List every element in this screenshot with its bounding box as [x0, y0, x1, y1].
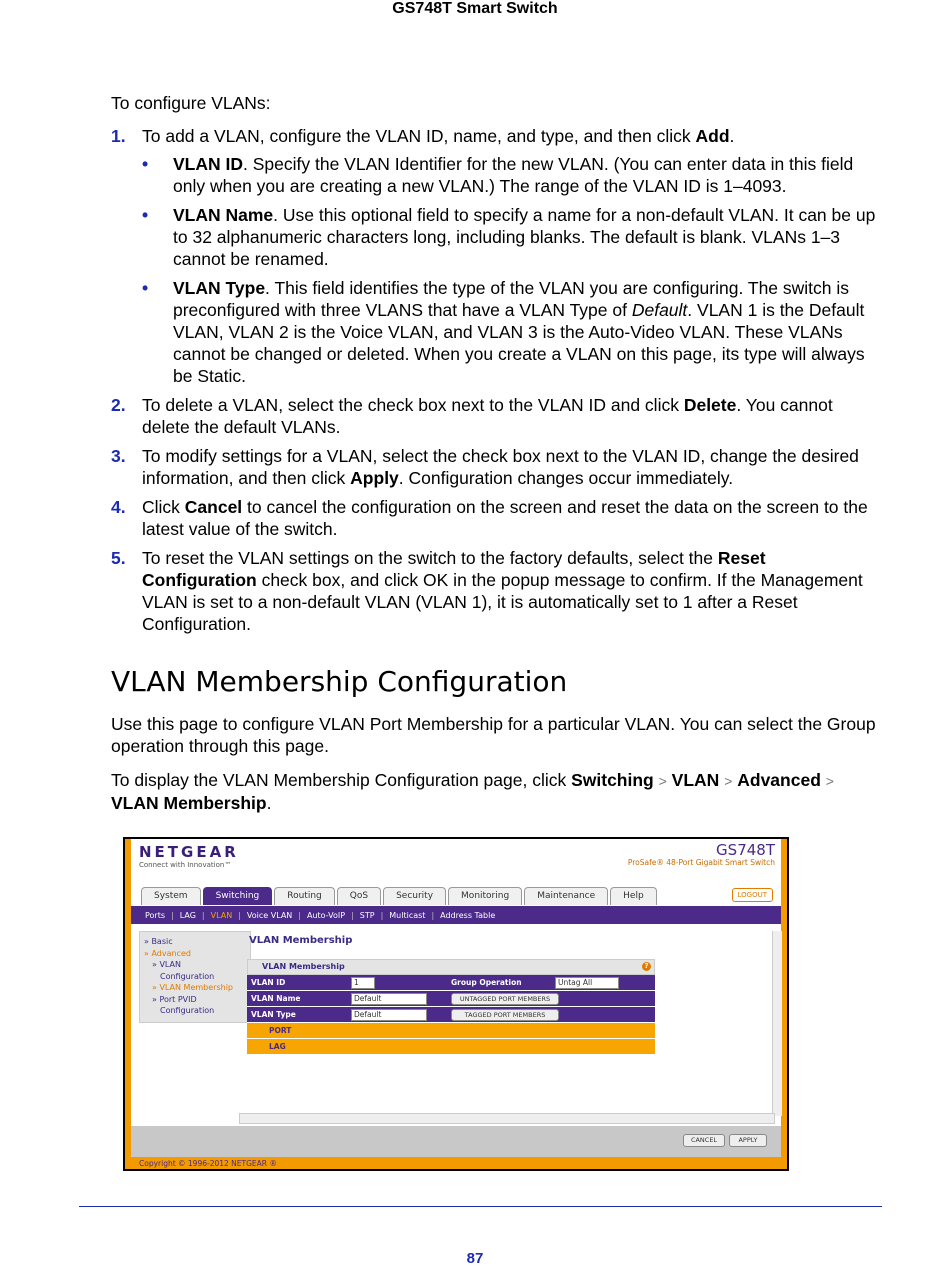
- netgear-logo: NETGEAR: [139, 843, 239, 861]
- step-text: check box, and click OK in the popup message to confirm. If the Management VLAN is set to a non-default VLAN (VLAN 1), it is automatically set to 1 after a Reset Configuration.: [142, 570, 863, 634]
- untagged-port-members-button[interactable]: UNTAGGED PORT MEMBERS: [451, 993, 559, 1005]
- model-name: GS748T: [716, 841, 775, 859]
- step-text: Click: [142, 497, 185, 517]
- bullet-term: VLAN ID: [173, 154, 243, 174]
- step-bold: Cancel: [184, 497, 243, 517]
- copyright-text: Copyright © 1996-2012 NETGEAR ®: [139, 1159, 277, 1168]
- step-text: . You cannot delete the default VLANs.: [142, 395, 833, 437]
- group-operation-select[interactable]: Untag All: [555, 977, 619, 989]
- step-number: 1.: [111, 126, 126, 146]
- bullet-icon: •: [142, 154, 149, 174]
- nav-path-switching: Switching: [571, 770, 654, 790]
- subnav-ports[interactable]: Ports: [145, 910, 166, 920]
- vlan-type-row: [247, 1007, 655, 1023]
- vlan-id-label: VLAN ID: [251, 978, 286, 987]
- screenshot-page: [131, 839, 781, 1157]
- page-header: GS748T Smart Switch: [392, 0, 558, 17]
- section-paragraph: Use this page to configure VLAN Port Membership for a particular VLAN. You can select the Group operation through this page.: [111, 714, 876, 756]
- tab-monitoring[interactable]: Monitoring: [448, 887, 522, 905]
- tab-routing[interactable]: Routing: [274, 887, 335, 905]
- nav-path-vlan-membership: VLAN Membership: [111, 793, 267, 813]
- leftnav-port-pvid-config[interactable]: Configuration: [160, 1006, 215, 1015]
- group-operation-label: Group Operation: [451, 978, 522, 987]
- step-text: To add a VLAN, configure the VLAN ID, name, and type, and then click: [142, 126, 696, 146]
- leftnav-port-pvid[interactable]: » Port PVID: [152, 994, 197, 1004]
- tab-switching[interactable]: Switching: [203, 887, 273, 905]
- help-icon[interactable]: ?: [642, 962, 651, 971]
- bullet-text: . Specify the VLAN Identifier for the new VLAN. (You can enter data in this field only when you are creating a new VLAN.) The range of the VLAN ID is 1–4093.: [173, 154, 854, 196]
- action-bar: [131, 1126, 781, 1157]
- step-number: 2.: [111, 395, 126, 415]
- vlan-name-label: VLAN Name: [251, 994, 301, 1003]
- subnav-stp[interactable]: STP: [359, 910, 375, 920]
- nav-separator: >: [825, 773, 834, 789]
- bullet-vlan-type: [142, 277, 881, 387]
- subnav-voice-vlan[interactable]: Voice VLAN: [246, 910, 293, 920]
- tagged-port-members-button[interactable]: TAGGED PORT MEMBERS: [451, 1009, 559, 1021]
- step-bold: Reset Configuration: [142, 548, 766, 590]
- nav-path-vlan: VLAN: [671, 770, 720, 790]
- step-3: [111, 445, 881, 489]
- tab-maintenance[interactable]: Maintenance: [524, 887, 608, 905]
- tab-security[interactable]: Security: [383, 887, 446, 905]
- nav-text: .: [266, 793, 272, 813]
- section-title: VLAN Membership Configuration: [111, 665, 568, 698]
- subnav-separator: |: [351, 910, 354, 920]
- lag-row[interactable]: LAG: [247, 1039, 655, 1055]
- subnav-separator: |: [298, 910, 301, 920]
- step-text: . Configuration changes occur immediately.: [398, 468, 734, 488]
- vlan-name-input[interactable]: Default: [351, 993, 427, 1005]
- subnav-separator: |: [431, 910, 435, 920]
- apply-button[interactable]: APPLY: [729, 1134, 767, 1147]
- step-text: to cancel the configuration on the screen and reset the data on the screen to the latest value of the switch.: [142, 497, 868, 539]
- subnav-separator: |: [201, 910, 205, 920]
- subnav-separator: |: [238, 910, 241, 920]
- step-number: 4.: [111, 497, 126, 517]
- subnav-separator: |: [380, 910, 384, 920]
- bullet-term: VLAN Name: [173, 205, 274, 225]
- sub-navigation: [131, 906, 781, 924]
- navigation-paragraph: [111, 769, 881, 814]
- step-4: [111, 496, 881, 540]
- main-tabs: [141, 887, 659, 905]
- bullet-text: . VLAN 1 is the Default VLAN, VLAN 2 is the Voice VLAN, and VLAN 3 is the Auto-Video VLAN. These VLANs cannot be changed or deleted. When you create a VLAN on this page, its type will always be Static.: [173, 300, 865, 386]
- step-2: [111, 394, 881, 438]
- bullet-icon: •: [142, 278, 149, 298]
- step-text: .: [729, 126, 735, 146]
- vlan-id-select[interactable]: 1: [351, 977, 375, 989]
- nav-path-advanced: Advanced: [737, 770, 821, 790]
- nav-separator: >: [724, 773, 733, 789]
- screenshot-page-title: VLAN Membership: [249, 935, 353, 946]
- cancel-button[interactable]: CANCEL: [683, 1134, 725, 1147]
- step-5: [111, 547, 881, 635]
- step-bold: Add: [695, 126, 730, 146]
- model-description: ProSafe® 48-Port Gigabit Smart Switch: [627, 858, 775, 867]
- ui-screenshot: [123, 837, 789, 1171]
- subnav-vlan[interactable]: VLAN: [210, 910, 233, 920]
- step-text: To reset the VLAN settings on the switch to the factory defaults, select the: [142, 548, 718, 568]
- steps-list: [111, 125, 881, 635]
- bullet-italic: Default: [631, 300, 688, 320]
- bullet-text: . This field identifies the type of the VLAN you are configuring. The switch is preconfigured with three VLANS that have a VLAN Type of: [173, 278, 850, 320]
- vlan-type-label: VLAN Type: [251, 1010, 296, 1019]
- field-list: [142, 153, 881, 387]
- port-row[interactable]: PORT: [247, 1023, 655, 1039]
- panel-header: [247, 959, 655, 975]
- page-number: 87: [466, 1250, 484, 1267]
- step-text: To modify settings for a VLAN, select the check box next to the VLAN ID, change the desired information, and then click: [142, 446, 859, 488]
- document-body: [111, 92, 881, 826]
- subnav-separator: |: [171, 910, 174, 920]
- intro-text: To configure VLANs:: [111, 93, 271, 113]
- tab-qos[interactable]: QoS: [337, 887, 381, 905]
- vlan-name-row: [247, 991, 655, 1007]
- subnav-multicast[interactable]: Multicast: [389, 910, 426, 920]
- vertical-scrollbar[interactable]: [772, 931, 782, 1116]
- bullet-vlan-id: [142, 153, 881, 197]
- step-bold: Delete: [683, 395, 737, 415]
- left-navigation: [139, 931, 251, 1023]
- bullet-icon: •: [142, 205, 149, 225]
- leftnav-vlan-membership[interactable]: » VLAN Membership: [152, 983, 233, 992]
- subnav-lag[interactable]: LAG: [179, 910, 196, 920]
- vlan-id-row: [247, 975, 655, 991]
- step-bold: Apply: [350, 468, 399, 488]
- tab-help[interactable]: Help: [610, 887, 657, 905]
- leftnav-basic[interactable]: » Basic: [144, 937, 173, 946]
- logout-button[interactable]: LOGOUT: [732, 888, 774, 902]
- panel-title: VLAN Membership: [262, 962, 345, 971]
- leftnav-vlan[interactable]: » VLAN: [152, 960, 182, 969]
- nav-text: To display the VLAN Membership Configuration page, click: [111, 770, 572, 790]
- nav-separator: >: [658, 773, 667, 789]
- step-number: 5.: [111, 548, 126, 568]
- step-1: [111, 125, 881, 387]
- tab-system[interactable]: System: [141, 887, 201, 905]
- subnav-address-table[interactable]: Address Table: [440, 910, 496, 920]
- horizontal-scrollbar[interactable]: [239, 1113, 775, 1124]
- footer-rule: [79, 1206, 882, 1207]
- leftnav-vlan-config[interactable]: Configuration: [160, 971, 215, 981]
- bullet-text: . Use this optional field to specify a name for a non-default VLAN. It can be up to 32 alphanumeric characters long, including blanks. The default is blank. VLANs 1–3 cannot be renamed.: [173, 205, 876, 269]
- subnav-auto-voip[interactable]: Auto-VoIP: [307, 910, 346, 920]
- logo-tagline: Connect with Innovation™: [139, 861, 232, 869]
- leftnav-advanced[interactable]: » Advanced: [144, 948, 191, 958]
- bullet-term: VLAN Type: [173, 278, 266, 298]
- vlan-membership-panel: [247, 959, 655, 1055]
- step-text: To delete a VLAN, select the check box next to the VLAN ID and click: [142, 395, 684, 415]
- bullet-vlan-name: [142, 204, 881, 270]
- vlan-type-field: Default: [351, 1009, 427, 1021]
- step-number: 3.: [111, 446, 126, 466]
